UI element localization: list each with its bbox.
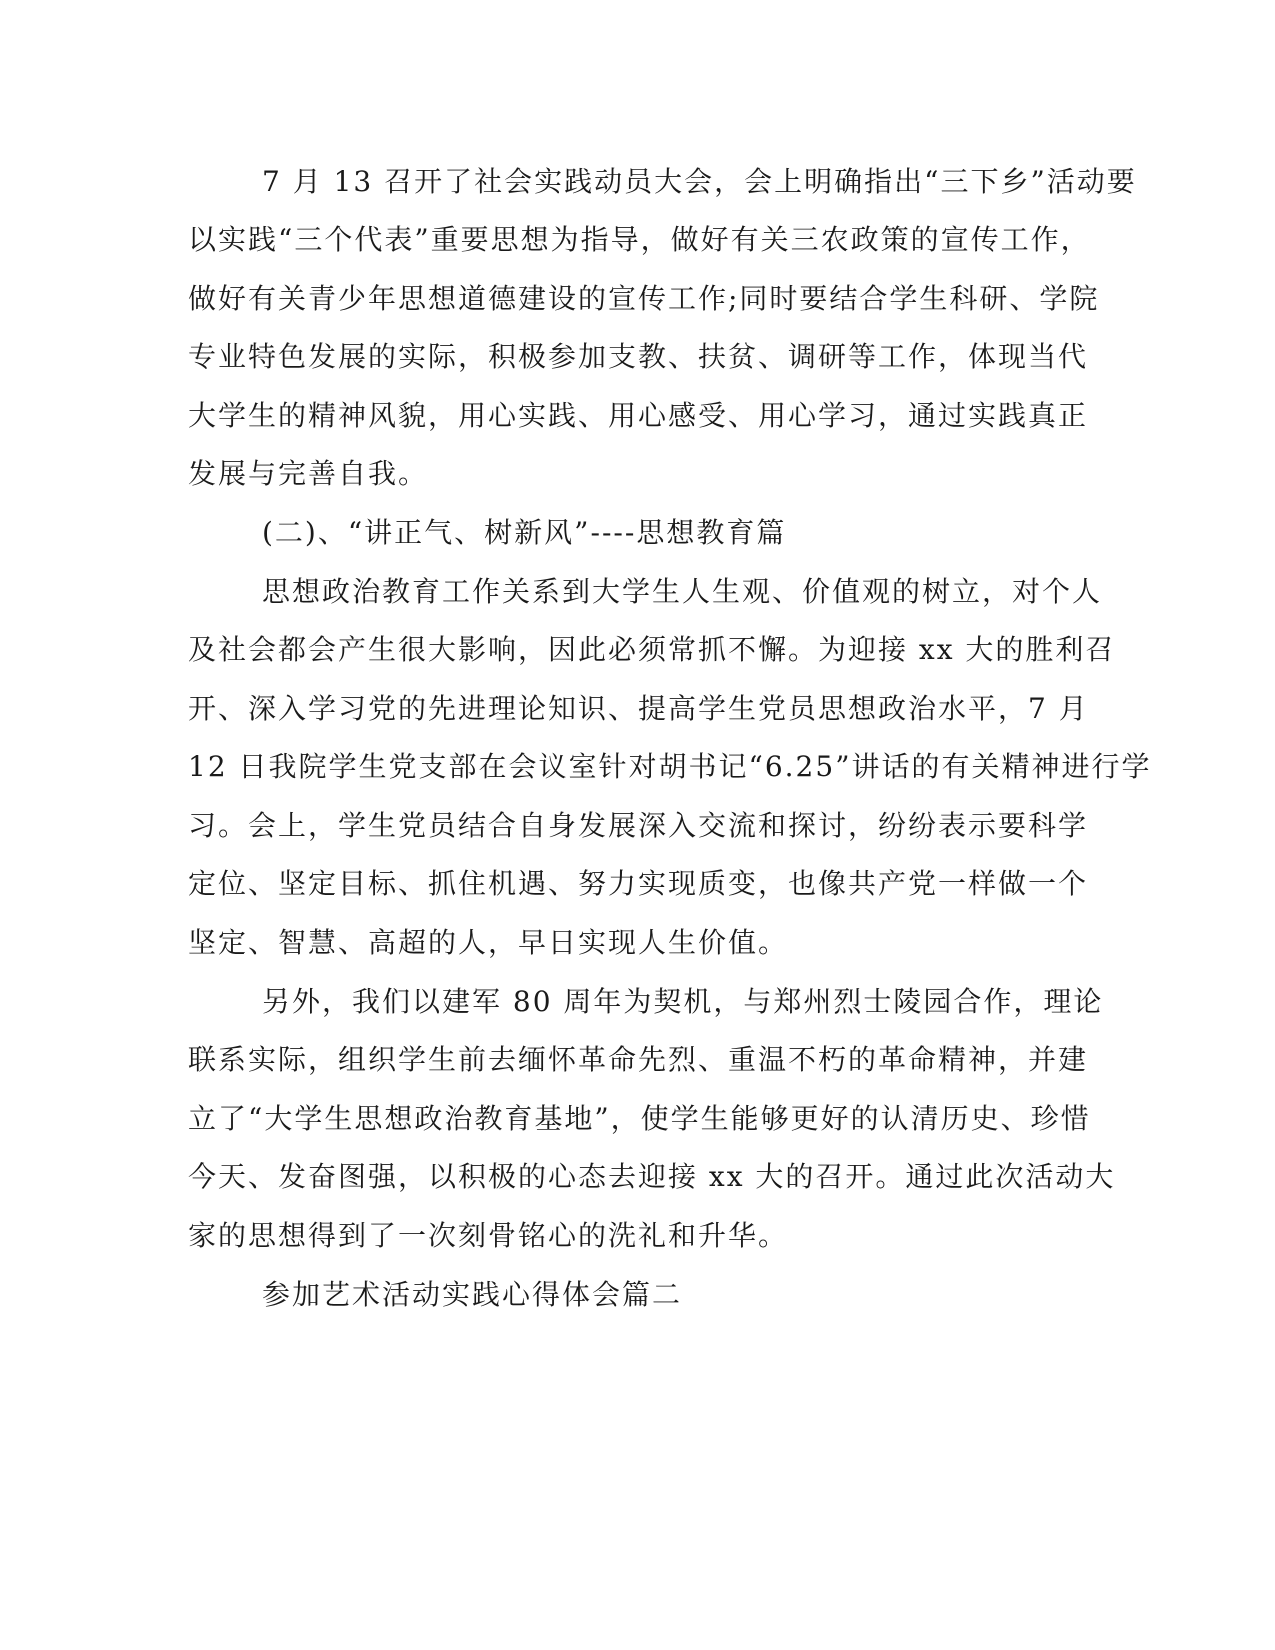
paragraph-2-line-5: 习。会上，学生党员结合自身发展深入交流和探讨，纷纷表示要科学 — [188, 809, 1089, 842]
paragraph-2-line-7: 坚定、智慧、高超的人，早日实现人生价值。 — [188, 926, 789, 959]
paragraph-2-line-1: 思想政治教育工作关系到大学生人生观、价值观的树立，对个人 — [262, 575, 1103, 608]
closing-heading: 参加艺术活动实践心得体会篇二 — [262, 1278, 683, 1311]
paragraph-3-line-3: 立了“大学生思想政治教育基地”，使学生能够更好的认清历史、珍惜 — [188, 1102, 1091, 1135]
paragraph-2-line-4: 12 日我院学生党支部在会议室针对胡书记“6.25”讲话的有关精神进行学 — [188, 750, 1152, 783]
paragraph-3-line-2: 联系实际，组织学生前去缅怀革命先烈、重温不朽的革命精神，并建 — [188, 1043, 1089, 1076]
section-heading: (二)、“讲正气、树新风”----思想教育篇 — [262, 516, 787, 549]
paragraph-1-line-1: 7 月 13 召开了社会实践动员大会，会上明确指出“三下乡”活动要 — [262, 165, 1137, 198]
paragraph-2-line-2: 及社会都会产生很大影响，因此必须常抓不懈。为迎接 xx 大的胜利召 — [188, 633, 1116, 666]
paragraph-1-line-6: 发展与完善自我。 — [188, 457, 429, 490]
paragraph-1-line-2: 以实践“三个代表”重要思想为指导，做好有关三农政策的宣传工作， — [188, 223, 1091, 256]
paragraph-3-line-1: 另外，我们以建军 80 周年为契机，与郑州烈士陵园合作，理论 — [262, 985, 1104, 1018]
paragraph-2-line-6: 定位、坚定目标、抓住机遇、努力实现质变，也像共产党一样做一个 — [188, 867, 1089, 900]
paragraph-1-line-4: 专业特色发展的实际，积极参加支教、扶贫、调研等工作，体现当代 — [188, 340, 1089, 373]
paragraph-3-line-4: 今天、发奋图强，以积极的心态去迎接 xx 大的召开。通过此次活动大 — [188, 1160, 1116, 1193]
paragraph-2-line-3: 开、深入学习党的先进理论知识、提高学生党员思想政治水平，7 月 — [188, 692, 1089, 725]
paragraph-1-line-5: 大学生的精神风貌，用心实践、用心感受、用心学习，通过实践真正 — [188, 399, 1089, 432]
paragraph-1-line-3: 做好有关青少年思想道德建设的宣传工作;同时要结合学生科研、学院 — [188, 282, 1100, 315]
paragraph-3-line-5: 家的思想得到了一次刻骨铭心的洗礼和升华。 — [188, 1219, 789, 1252]
